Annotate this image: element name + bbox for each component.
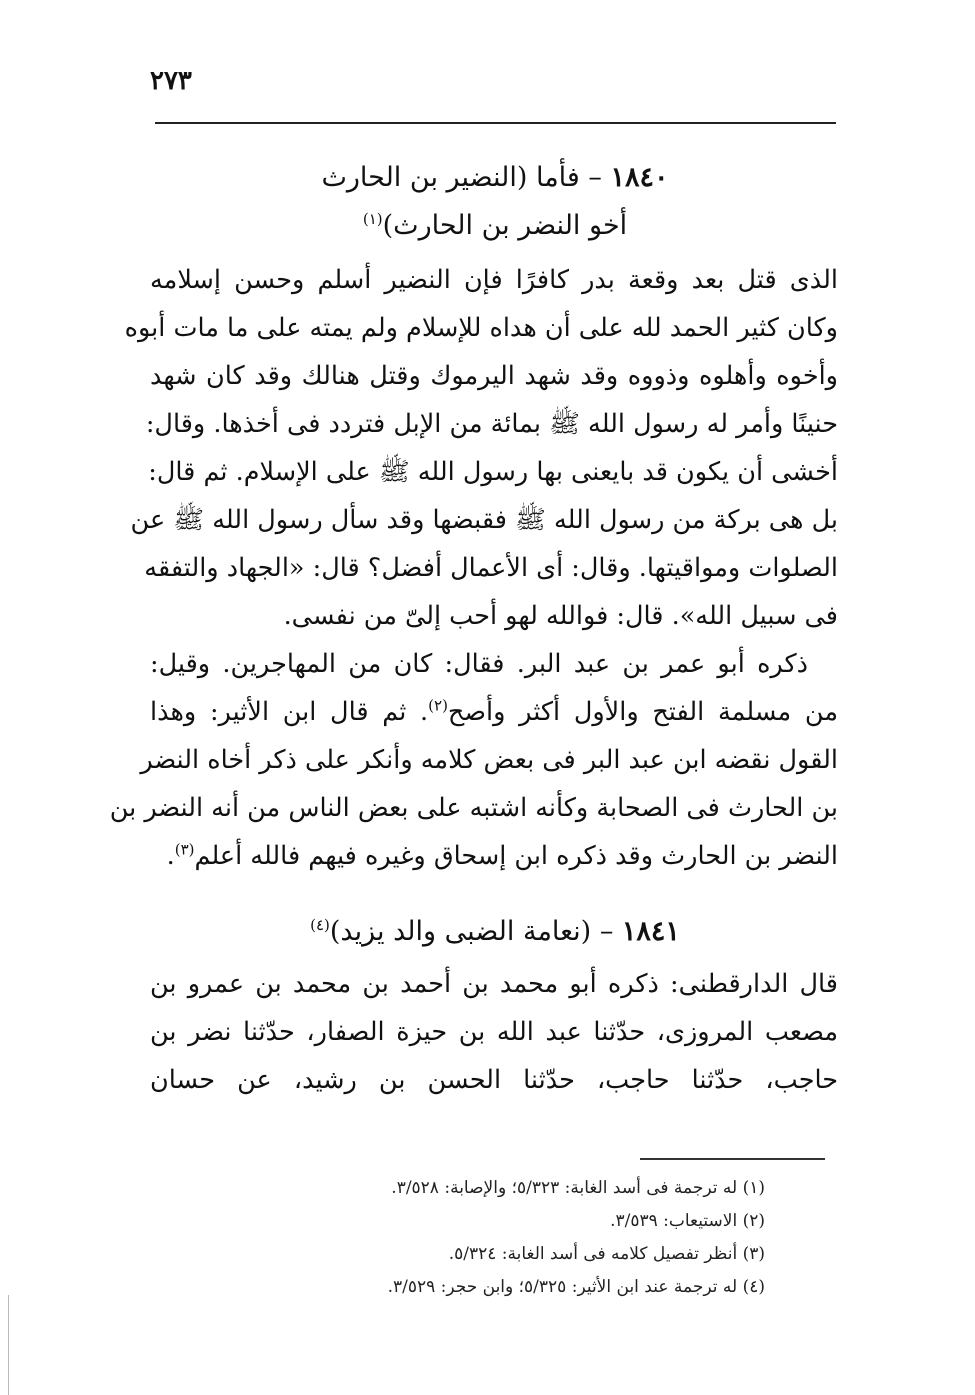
text-segment: من مسلمة الفتح والأول أكثر وأصح (447, 697, 839, 727)
footnotes (150, 1172, 765, 1304)
text-line: الصلوات ومواقيتها. وقال: أى الأعمال أفضل؟ قال: «الجهاد والتفقه (144, 553, 838, 583)
text-line: ذكره أبو عمر بن عبد البر. فقال: كان من المهاجرين. وقيل: (150, 649, 808, 679)
entry-1840-heading-line1 (150, 158, 840, 198)
paragraph-3 (150, 960, 838, 1104)
entry-title-continued: أخو النضر بن الحارث) (382, 210, 628, 241)
entry-dash: – (588, 162, 602, 193)
footnote: (١) له ترجمة فى أسد الغابة: ٥/٣٢٣؛ والإصابة: ٣/٥٢٨. (391, 1178, 765, 1198)
paragraph-2 (109, 640, 839, 880)
text-line: حاجب، حدّثنا حاجب، حدّثنا الحسن بن رشيد، عن حسان (150, 1065, 838, 1095)
entry-title: (نعامة الضبى والد يزيد) (329, 916, 592, 947)
entry-1841-heading (150, 912, 840, 952)
text-line: بل هى بركة من رسول الله ﷺ فقبضها وقد سأل رسول الله ﷺ عن (130, 505, 838, 535)
footnote: (٤) له ترجمة عند ابن الأثير: ٥/٣٢٥؛ وابن حجر: ٣/٥٢٩. (387, 1277, 765, 1297)
entry-title: فأما (النضير بن الحارث (321, 162, 580, 193)
text-line: حنينًا وأمر له رسول الله ﷺ بمائة من الإبل فتردد فى أخذها. وقال: (145, 409, 838, 439)
entry-dash: – (599, 916, 614, 947)
entry-number: ١٨٤١ (621, 916, 680, 947)
text-line: قال الدارقطنى: ذكره أبو محمد بن أحمد بن محمد بن عمرو بن (150, 969, 838, 999)
text-line: وأخوه وأهلوه وذووه وقد شهد اليرموك وقتل هنالك وقد كان شهد (150, 361, 838, 391)
paragraph-1 (124, 256, 838, 640)
footnote-ref: (١) (362, 210, 383, 228)
entry-number: ١٨٤٠ (610, 162, 669, 193)
footnote-ref: (٤) (310, 916, 330, 934)
text-line: النضر بن الحارث وقد ذكره ابن إسحاق وغيره فيهم فالله أعلم$^{(٣)}$. (166, 840, 838, 871)
text-line: فى سبيل الله». قال: فوالله لهو أحب إلىّ من نفسى. (283, 601, 838, 631)
footnote-rule (640, 1158, 825, 1160)
entry-1840-heading-line2 (150, 206, 840, 246)
text-segment: ثم قال ابن الأثير: وهذا (150, 697, 407, 727)
text-line: من مسلمة الفتح والأول أكثر وأصح$^{(٢)}$. ثم قال ابن الأثير: وهذا (150, 696, 839, 727)
footnote: (٢) الاستيعاب: ٣/٥٣٩. (610, 1211, 765, 1231)
footnote-ref: (٢) (428, 696, 448, 715)
text-line: وكان كثير الحمد لله على أن هداه للإسلام ولم يمته على ما مات أبوه (124, 313, 838, 343)
text-line: أخشى أن يكون قد بايعنى بها رسول الله ﷺ على الإسلام. ثم قال: (148, 457, 838, 487)
page-number: ٢٧٣ (150, 66, 192, 96)
text-line: القول نقضه ابن عبد البر فى بعض كلامه وأنكر على ذكر أخاه النضر (140, 745, 838, 775)
text-segment: النضر بن الحارث وقد ذكره ابن إسحاق وغيره فيهم فالله أعلم (194, 841, 838, 871)
footnote: (٣) أنظر تفصيل كلامه فى أسد الغابة: ٥/٣٢٤. (448, 1244, 765, 1264)
text-line: بن الحارث فى الصحابة وكأنه اشتبه على بعض الناس من أنه النضر بن (109, 793, 838, 823)
scan-margin-mark (8, 1295, 9, 1395)
text-line: الذى قتل بعد وقعة بدر كافرًا فإن النضير أسلم وحسن إسلامه (150, 265, 838, 295)
footnote-ref: (٣) (174, 840, 195, 859)
header-rule (155, 122, 836, 124)
text-line: مصعب المروزى، حدّثنا عبد الله بن حيزة الصفار، حدّثنا نضر بن (150, 1017, 838, 1047)
